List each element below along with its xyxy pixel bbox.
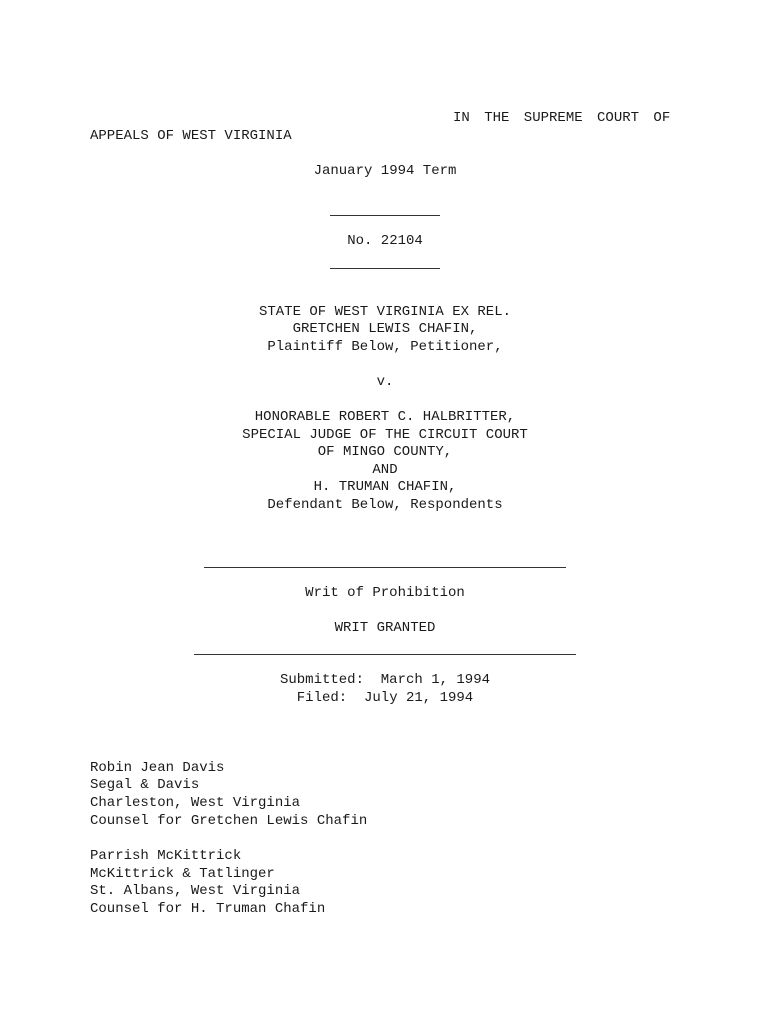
respondent-line-6: Defendant Below, Respondents bbox=[267, 497, 503, 513]
court-heading-line-2: APPEALS OF WEST VIRGINIA bbox=[90, 128, 292, 144]
counsel-role: Counsel for Gretchen Lewis Chafin bbox=[90, 813, 368, 829]
proceeding-result: WRIT GRANTED bbox=[334, 620, 436, 636]
respondent-line-2: SPECIAL JUDGE OF THE CIRCUIT COURT bbox=[242, 427, 528, 443]
term: January 1994 Term bbox=[313, 163, 457, 179]
proceeding-type: Writ of Prohibition bbox=[305, 585, 465, 601]
counsel-location: Charleston, West Virginia bbox=[90, 795, 301, 811]
section-divider-bottom bbox=[194, 654, 576, 655]
versus: v. bbox=[376, 374, 394, 390]
counsel-location: St. Albans, West Virginia bbox=[90, 883, 301, 899]
case-number: No. 22104 bbox=[347, 233, 423, 249]
respondent-line-3: OF MINGO COUNTY, bbox=[317, 444, 453, 460]
petitioner-line-2: GRETCHEN LEWIS CHAFIN, bbox=[292, 321, 478, 337]
case-number-bottom-rule bbox=[330, 268, 440, 269]
respondent-line-1: HONORABLE ROBERT C. HALBRITTER, bbox=[254, 409, 516, 425]
counsel-firm: McKittrick & Tatlinger bbox=[90, 866, 275, 882]
counsel-firm: Segal & Davis bbox=[90, 777, 200, 793]
respondent-line-5: H. TRUMAN CHAFIN, bbox=[313, 479, 457, 495]
court-heading-line-1: IN THE SUPREME COURT OF bbox=[453, 110, 671, 126]
petitioner-line-1: STATE OF WEST VIRGINIA EX REL. bbox=[258, 304, 512, 320]
counsel-role: Counsel for H. Truman Chafin bbox=[90, 901, 326, 917]
filed-date: Filed: July 21, 1994 bbox=[296, 690, 474, 706]
respondent-line-4: AND bbox=[372, 462, 398, 478]
counsel-name: Robin Jean Davis bbox=[90, 760, 225, 776]
petitioner-line-3: Plaintiff Below, Petitioner, bbox=[267, 339, 503, 355]
case-number-top-rule bbox=[330, 215, 440, 216]
section-divider-top bbox=[204, 567, 566, 568]
counsel-name: Parrish McKittrick bbox=[90, 848, 242, 864]
submitted-date: Submitted: March 1, 1994 bbox=[279, 672, 491, 688]
